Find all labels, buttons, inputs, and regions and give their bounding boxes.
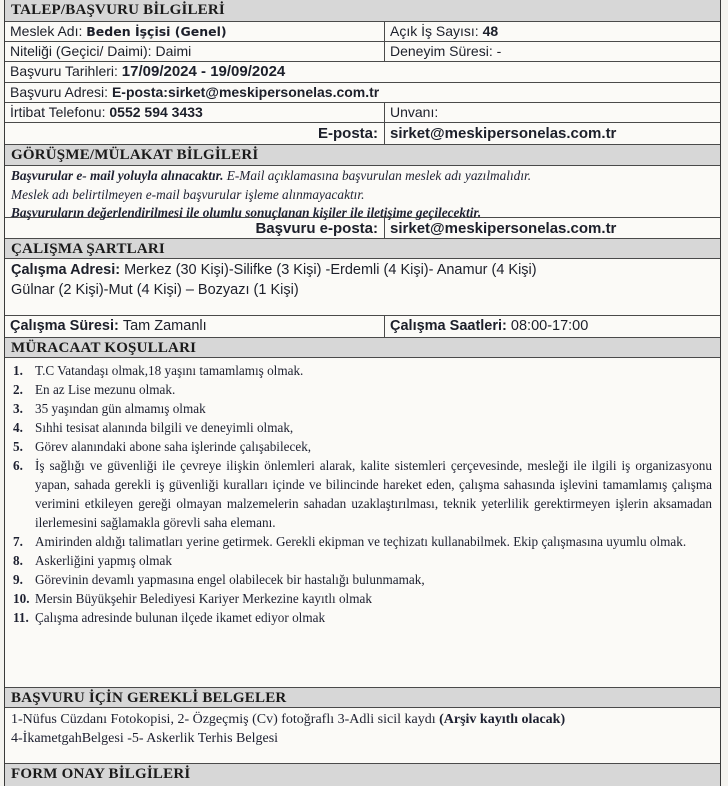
gorusme-notes — [5, 166, 720, 218]
condition-text: 35 yaşından gün almamış olmak — [35, 401, 206, 416]
section-header-gorusme: GÖRÜŞME/MÜLAKAT BİLGİLERİ — [5, 145, 720, 166]
condition-text: Mersin Büyükşehir Belediyesi Kariyer Merkezine kayıtlı olmak — [35, 591, 372, 606]
unvan-label: Unvanı: — [384, 103, 720, 122]
condition-text: En az Lise mezunu olmak. — [35, 382, 176, 397]
row-eposta — [5, 123, 720, 145]
eposta-value: sirket@meskipersonelas.com.tr — [384, 123, 720, 144]
note-1: Başvurular e- mail yoluyla alınacaktır. E-Mail açıklamasına başvurulan meslek adı yazılmalıdır. — [11, 168, 532, 183]
basvuru-eposta-value: sirket@meskipersonelas.com.tr — [384, 218, 720, 238]
belgeler-line-1: 1-Nüfus Cüzdanı Fotokopisi, 2- Özgeçmiş (Cv) fotoğraflı 3-Adli sicil kaydı (Arşiv kayıtlı olacak) — [11, 712, 566, 727]
row-adres — [5, 83, 720, 103]
eposta-label: E-posta: — [318, 125, 378, 142]
nitelik-text: Niteliği (Geçici/ Daimi): Daimi — [10, 43, 192, 59]
condition-text: T.C Vatandaşı olmak,18 yaşını tamamlamış olmak. — [35, 363, 304, 378]
section-header-calisma: ÇALIŞMA ŞARTLARI — [5, 239, 720, 259]
condition-text: Görevinin devamlı yapmasına engel olabilecek bir hastalığı bulunmamak, — [35, 572, 425, 587]
tarih-label: Başvuru Tarihleri: — [10, 63, 122, 79]
condition-number: 7. — [13, 534, 23, 549]
condition-number: 4. — [13, 420, 23, 435]
belgeler-line-2: 4-İkametgahBelgesi -5- Askerlik Terhis Belgesi — [11, 731, 279, 746]
basvuru-eposta-label: Başvuru e-posta: — [255, 220, 378, 237]
condition-item — [5, 361, 712, 380]
row-meslek — [5, 22, 720, 42]
acik-is-label: Açık İş Sayısı: — [390, 23, 483, 39]
adres-label: Başvuru Adresi: — [10, 84, 112, 100]
condition-number: 6. — [13, 458, 23, 473]
telefon-value: 0552 594 3433 — [109, 104, 203, 120]
condition-text: Amirinden aldığı talimatları yerine getirmek. Gerekli ekipman ve teçhizatı kullanabilmek. Ekip çalışmasına uyumlu olmak. — [35, 534, 687, 549]
condition-text: Sıhhi tesisat alanında bilgili ve deneyimli olmak, — [35, 420, 294, 435]
calisma-saatleri-label: Çalışma Saatleri: — [390, 318, 511, 334]
section-header-belgeler: BAŞVURU İÇİN GEREKLİ BELGELER — [5, 688, 720, 708]
condition-text: Görev alanındaki abone saha işlerinde çalışabilecek, — [35, 439, 312, 454]
deneyim-text: Deneyim Süresi: - — [384, 42, 720, 61]
meslek-label: Meslek Adı: — [10, 23, 87, 39]
row-nitelik — [5, 42, 720, 62]
tarih-value: 17/09/2024 - 19/09/2024 — [121, 63, 286, 80]
condition-text: Askerliğini yapmış olmak — [35, 553, 172, 568]
calisma-adresi-line2: Gülnar (2 Kişi)-Mut (4 Kişi) – Bozyazı (1 Kişi) — [11, 282, 299, 298]
condition-item — [5, 437, 712, 456]
condition-item — [5, 551, 712, 570]
conditions-block — [5, 358, 720, 688]
condition-number: 11. — [13, 610, 29, 625]
row-telefon — [5, 103, 720, 123]
condition-number: 10. — [13, 591, 30, 606]
acik-is-value: 48 — [482, 23, 499, 39]
condition-item — [5, 380, 712, 399]
condition-item — [5, 570, 712, 589]
application-form — [4, 0, 721, 786]
condition-item — [5, 589, 712, 608]
condition-item — [5, 399, 712, 418]
condition-number: 8. — [13, 553, 23, 568]
calisma-suresi-label: Çalışma Süresi: — [10, 318, 123, 334]
condition-text: İş sağlığı ve güvenliği ile çevreye ilişkin önlemleri alarak, kalite sistemleri çerçevesinde, mesleği ile ilgili iş organizasyonu yapan, sahada gerekli iş güvenliği kuralları içinde ve bilincinde hareket eden, çalışma sahasında işlevini tamamlamış çalışma verimini etkileyen gereği olmayan malzemelerin sahadan uzaklaştırılması, teknik yeterlilik gerektirmeyen işlerin aksamadan ilerlemesini sağlamakla görevli saha elemanı. — [35, 458, 712, 530]
meslek-value: Beden İşçisi (Genel) — [86, 24, 227, 39]
row-tarih — [5, 62, 720, 83]
belgeler-block — [5, 708, 720, 764]
calisma-adresi-line1: Çalışma Adresi: Merkez (30 Kişi)-Silifke (3 Kişi) -Erdemli (4 Kişi)- Anamur (4 Kişi) — [11, 262, 537, 278]
condition-item — [5, 456, 712, 532]
telefon-label: İrtibat Telefonu: — [10, 104, 110, 120]
row-calisma-sure — [5, 316, 720, 338]
adres-value: E-posta:sirket@meskipersonelas.com.tr — [111, 84, 380, 100]
condition-number: 5. — [13, 439, 23, 454]
condition-text: Çalışma adresinde bulunan ilçede ikamet ediyor olmak — [35, 610, 326, 625]
condition-number: 9. — [13, 572, 23, 587]
section-header-form-onay: FORM ONAY BİLGİLERİ — [5, 764, 720, 786]
calisma-saatleri-value: 08:00-17:00 — [510, 318, 589, 334]
section-header-talep: TALEP/BAŞVURU BİLGİLERİ — [5, 0, 720, 22]
calisma-suresi-value: Tam Zamanlı — [122, 318, 207, 334]
condition-item — [5, 532, 712, 551]
condition-number: 2. — [13, 382, 23, 397]
condition-number: 1. — [13, 363, 23, 378]
note-3: Başvuruların değerlendirilmesi ile olumlu sonuçlanan kişiler ile iletişime geçilecektir. — [11, 205, 482, 220]
calisma-adresi-block — [5, 259, 720, 316]
row-basvuru-eposta — [5, 218, 720, 239]
conditions-list — [5, 361, 712, 627]
section-header-muracaat: MÜRACAAT KOŞULLARI — [5, 338, 720, 358]
condition-item — [5, 608, 712, 627]
condition-item — [5, 418, 712, 437]
condition-number: 3. — [13, 401, 23, 416]
note-2: Meslek adı belirtilmeyen e-mail başvurular işleme alınmayacaktır. — [11, 186, 365, 202]
